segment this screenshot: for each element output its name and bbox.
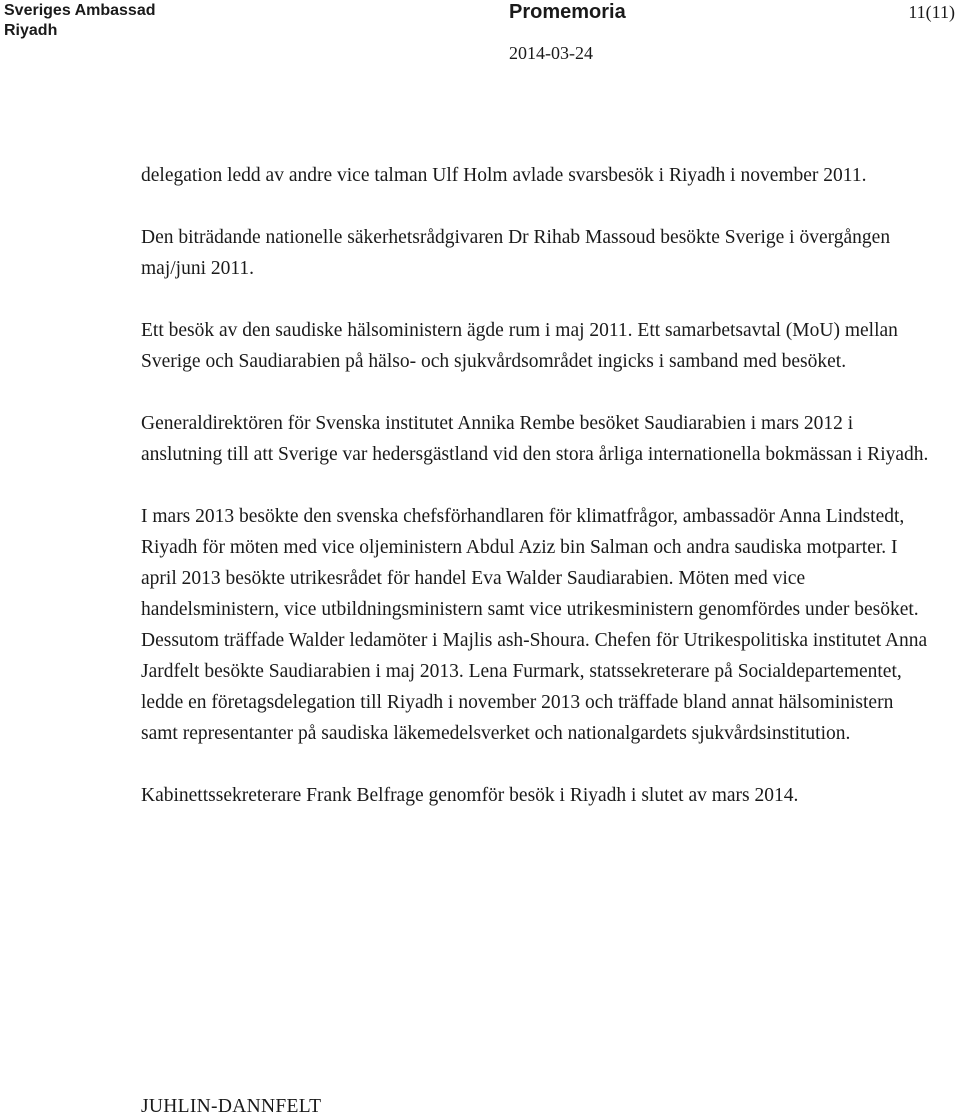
document-type-title: Promemoria bbox=[509, 1, 626, 23]
paragraph-health-minister-visit: Ett besök av den saudiske hälsoministern ägde rum i maj 2011. Ett samarbetsavtal (MoU) mellan Sverige och Saudiarabien på hälso- och sjukvårdsområdet ingicks i samband med besöket. bbox=[141, 320, 898, 372]
header-city: Riyadh bbox=[4, 22, 58, 39]
page-number: 11(11) bbox=[908, 2, 955, 22]
paragraph-2013-visits: I mars 2013 besökte den svenska chefsförhandlaren för klimatfrågor, ambassadör Anna Lindstedt, Riyadh för möten med vice oljeministern Abdul Aziz bin Salman och andra saudiska motparter. I april 2013 besökte utrikesrådet för handel Eva Walder Saudiarabien. Möten med vice handelsministern, vice utbildningsministern samt vice utrikesministern genomfördes under besöket. Dessutom träffade Walder ledamöter i Majlis ash-Shoura. Chefen för Utrikespolitiska institutet Anna Jardfelt besökte Saudiarabien i maj 2013. Lena Furmark, statssekreterare på Socialdepartementet, ledde en företagsdelegation till Riyadh i november 2013 och träffade bland annat hälsoministern samt representanter på saudiska läkemedelsverket och nationalgardets sjukvårdsinstitution. bbox=[141, 506, 928, 744]
header-organization: Sveriges Ambassad bbox=[4, 2, 156, 19]
paragraph-delegation-visit: delegation ledd av andre vice talman Ulf Holm avlade svarsbesök i Riyadh i november 2011. bbox=[141, 165, 867, 186]
paragraph-swedish-institute-visit: Generaldirektören för Svenska institutet Annika Rembe besöket Saudiarabien i mars 2012 i anslutning till att Sverige var hedersgästland vid den stora årliga internationella bokmässan i Riyadh. bbox=[141, 413, 929, 465]
paragraph-cabinet-secretary-visit: Kabinettssekreterare Frank Belfrage genomför besök i Riyadh i slutet av mars 2014. bbox=[141, 785, 799, 806]
paragraph-security-advisor-visit: Den biträdande nationelle säkerhetsrådgivaren Dr Rihab Massoud besökte Sverige i övergången maj/juni 2011. bbox=[141, 227, 891, 279]
document-header bbox=[0, 0, 960, 70]
document-date: 2014-03-24 bbox=[509, 43, 593, 63]
memo-body bbox=[141, 160, 931, 842]
signature-name: JUHLIN-DANNFELT bbox=[141, 1096, 322, 1117]
